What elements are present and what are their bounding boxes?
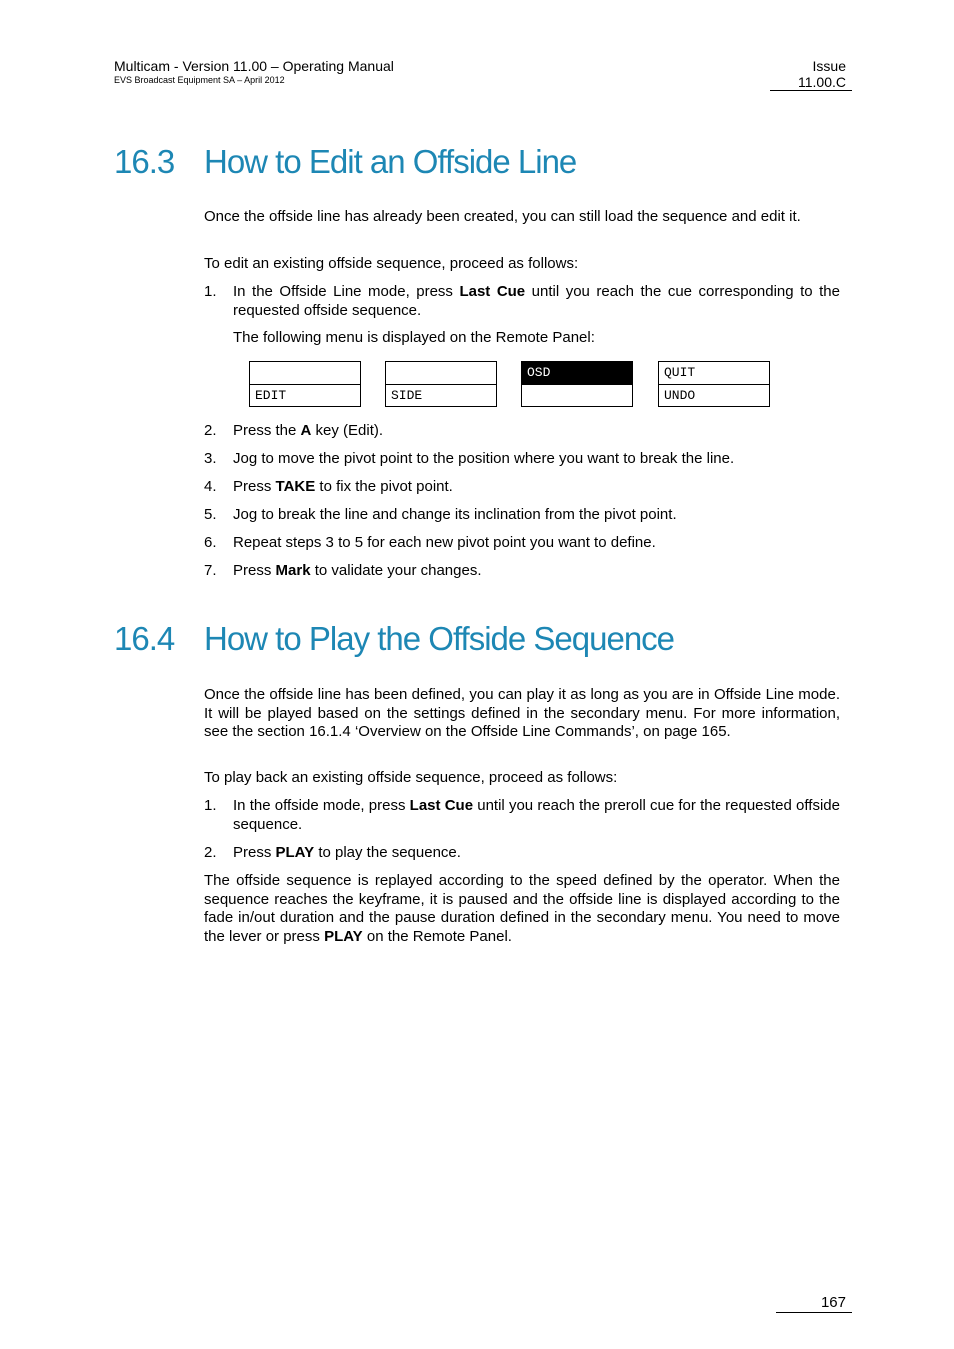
issue-block [770,58,852,91]
menu-key-top [386,362,496,385]
section2-intro: Once the offside line has been defined, you can play it as long as you are in Offside Line mode. It will be played based on the settings defined in the secondary menu. For more information, see the section 16.1.4 ‘Overview on the Offside Line Commands’, on page 165. [204,686,840,740]
menu-key-bottom: UNDO [664,388,696,403]
step-text: In the offside mode, press Last Cue until you reach the preroll cue for the requested offside sequence. [233,797,840,833]
menu-key-a[interactable] [249,361,361,407]
step-number: 3. [204,450,217,467]
page-header [114,58,394,86]
step-number: 1. [204,283,217,300]
step-text: Jog to move the pivot point to the position where you want to break the line. [233,450,735,467]
step-number: 2. [204,844,217,861]
menu-key-top [250,362,360,385]
menu-key-c[interactable] [521,361,633,407]
step-number: 2. [204,422,217,439]
step-text: In the Offside Line mode, press Last Cue until you reach the cue corresponding to the requested offside sequence. [233,283,840,319]
issue-label: Issue [812,58,846,74]
step-text: Press the A key (Edit). [233,422,384,439]
menu-key-bottom: EDIT [255,388,287,403]
menu-key-b[interactable] [385,361,497,407]
section-heading-16-4 [114,619,674,659]
step-text: Press PLAY to play the sequence. [233,844,461,861]
section-heading-16-3 [114,142,576,182]
menu-key-top-highlighted: OSD [522,362,632,385]
menu-key-bottom: SIDE [391,388,423,403]
menu-key-top: QUIT [659,362,769,385]
issue-value: 11.00.C [798,74,846,90]
step-number: 1. [204,797,217,814]
menu-key-bottom [522,385,632,408]
step-number: 5. [204,506,217,523]
step-number: 4. [204,478,217,495]
step-number: 6. [204,534,217,551]
menu-key-d[interactable] [658,361,770,407]
step-text: Jog to break the line and change its inclination from the pivot point. [233,506,677,523]
section-number: 16.4 [114,620,175,657]
step-text: Press Mark to validate your changes. [233,562,482,579]
section1-intro: Once the offside line has already been created, you can still load the sequence and edit it. [204,208,801,225]
step-text: Repeat steps 3 to 5 for each new pivot point you want to define. [233,534,656,551]
section-title: How to Play the Offside Sequence [204,620,675,657]
section2-closing: The offside sequence is replayed according to the speed defined by the operator. When the sequence reaches the keyframe, it is paused and the offside line is displayed according to the fade in/out duration and the pause duration defined in the secondary menu. You need to move the lever or press PLAY on the Remote Panel. [204,872,840,945]
manual-title: Multicam - Version 11.00 – Operating Manual [114,58,394,74]
step-text: Press TAKE to fix the pivot point. [233,478,453,495]
step-number: 7. [204,562,217,579]
section1-lead: To edit an existing offside sequence, proceed as follows: [204,255,579,272]
section-title: How to Edit an Offside Line [204,143,577,180]
page-number: 167 [776,1294,852,1313]
manual-subtitle: EVS Broadcast Equipment SA – April 2012 [114,75,285,85]
menu-caption: The following menu is displayed on the Remote Panel: [233,329,595,346]
section2-lead: To play back an existing offside sequence, proceed as follows: [204,769,618,786]
section-number: 16.3 [114,143,175,180]
